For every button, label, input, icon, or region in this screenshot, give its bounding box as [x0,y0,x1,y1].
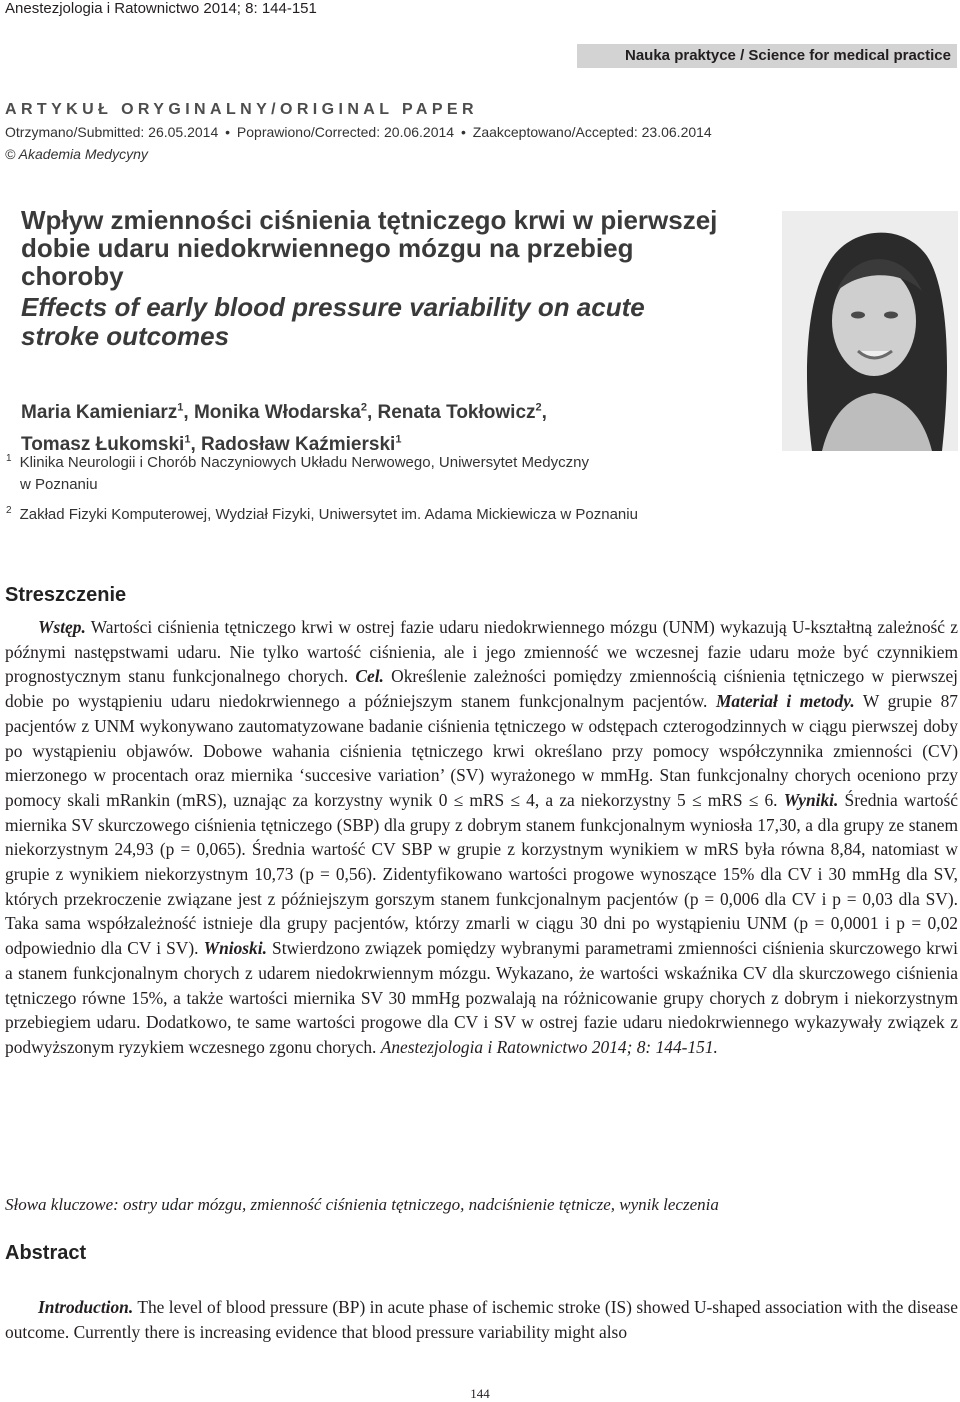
author-4: Tomasz Łukomski$^1$, [21,433,201,455]
date-accepted: Zaakceptowano/Accepted: 23.06.2014 [472,124,712,140]
article-type: ARTYKUŁ ORYGINALNY/ORIGINAL PAPER [5,101,478,118]
publication-dates [5,124,712,140]
date-submitted: Otrzymano/Submitted: 26.05.2014 [5,124,219,140]
copyright: © Akademia Medycyny [5,146,148,162]
journal-header: Anestezjologia i Ratownictwo 2014; 8: 144-151 [5,0,317,17]
keywords: Słowa kluczowe: ostry udar mózgu, zmienność ciśnienia tętniczego, nadciśnienie tętnicze, wynik leczenia [5,1195,719,1214]
author-1: Maria Kamieniarz$^1$, [21,402,194,424]
date-bullet: • [460,124,466,140]
author-2: Monika Włodarska$^2$, [193,402,378,424]
page-number: 144 [470,1386,490,1401]
author-photo [782,211,958,451]
section-band: Nauka praktyce / Science for medical practice [577,44,957,68]
abstract-heading: Abstract [5,1242,87,1264]
streszczenie-heading: Streszczenie [5,584,127,606]
author-5: Radosław Kaźmierski$^1$ [201,433,402,455]
date-bullet: • [225,124,231,140]
author-3: Renata Tokłowicz$^2$, [377,402,547,424]
affiliation-2: $^2$ Zakład Fizyki Komputerowej, Wydział Fizyki, Uniwersytet im. Adama Mickiewicza w Poznaniu [6,505,638,523]
abstract-polish: Wstęp. Wartości ciśnienia tętniczego krwi w ostrej fazie udaru niedokrwiennego mózgu (UNM) wykazują U-kształtną zależność z późnymi następstwami udaru. Nie tylko wartość ciśnienia, ale i jego zmienność we wczesnej fazie udaru może być czynnikiem prognostycznym stanu funkcjonalnego chorych. Cel. Określenie zależności pomiędzy zmiennością ciśnienia tętniczego w pierwszej dobie po wystąpieniu udaru niedokrwiennego a późniejszym stanem funkcjonalnym pacjentów. Materiał i metody. W grupie 87 pacjentów z UNM wykonywano zautomatyzowane badanie ciśnienia tętniczego w odstępach czterogodzinnych w ciągu pierwszej doby po wystąpieniu objawów. Dobowe wahania ciśnienia tętniczego krwi określano przy pomocy współczynnika zmienności (CV) mierzonego w procentach oraz miernika ‘succesive variation’ (SV) wyrażonego w mmHg. Stan funkcjonalny chorych oceniono przy pomocy skali mRankin (mRS), uznając za korzystny wynik 0 ≤ mRS ≤ 4, a za niekorzystny 5 ≤ mRS ≤ 6. Wyniki. Średnia wartość miernika SV skurczowego ciśnienia tętniczego (SBP) dla grupy z dobrym stanem funkcjonalnym wyniosła 17,30, a dla grupy ze stanem niekorzystnym 24,93 (p = 0,065). Średnia wartość CV SBP w grupie z korzystnym wynikiem w mRS była równa 8,84, natomiast w grupie z wynikiem niekorzystnym 10,73 (p = 0,56). Zidentyfikowano wartości progowe wynoszące 15% dla CV i 30 mmHg dla SV, których przekroczenie związane jest z późniejszym gorszym stanem funkcjonalnym pacjentów (p = 0,006 dla CV i p = 0,03 dla SV). Taka sama współzależność istnieje dla grupy pacjentów, którzy zmarli w ciągu 30 dni po wystąpieniu UNM (p = 0,0001 i p = 0,02 odpowiednio dla CV i SV). Wnioski. Stwierdzono związek pomiędzy wybranymi parametrami zmienności ciśnienia skurczowego krwi a stanem funkcjonalnym chorych z udarem niedokrwiennym mózgu. Wykazano, że wartości wskaźnika CV dla skurczowego ciśnienia tętniczego równe 15%, a także wartości miernika SV 30 mmHg pozwalają na różnicowanie grupy chorych z dobrym i niekorzystnym przebiegiem udaru. Dodatkowo, te same wartości progowe dla CV i SV w ostrej fazie udaru niedokrwiennego wykazywały związek z podwyższonym ryzykiem wczesnego zgonu chorych. Anestezjologia i Ratownictwo 2014; 8: 144-151. [5,617,958,1057]
title-english: Effects of early blood pressure variability on acute stroke outcomes [21,292,645,351]
date-corrected: Poprawiono/Corrected: 20.06.2014 [236,124,455,140]
affiliation-1: $^1$ Klinika Neurologii i Chorób Naczyniowych Układu Nerwowego, Uniwersytet Medyczny w Poznaniu [6,453,589,493]
title-polish: Wpływ zmienności ciśnienia tętniczego krwi w pierwszej dobie udaru niedokrwiennego mózgu na przebieg choroby [21,205,718,291]
abstract-english: Introduction. The level of blood pressure (BP) in acute phase of ischemic stroke (IS) showed U-shaped association with the disease outcome. Currently there is increasing evidence that blood pressure variability might also [5,1297,958,1342]
